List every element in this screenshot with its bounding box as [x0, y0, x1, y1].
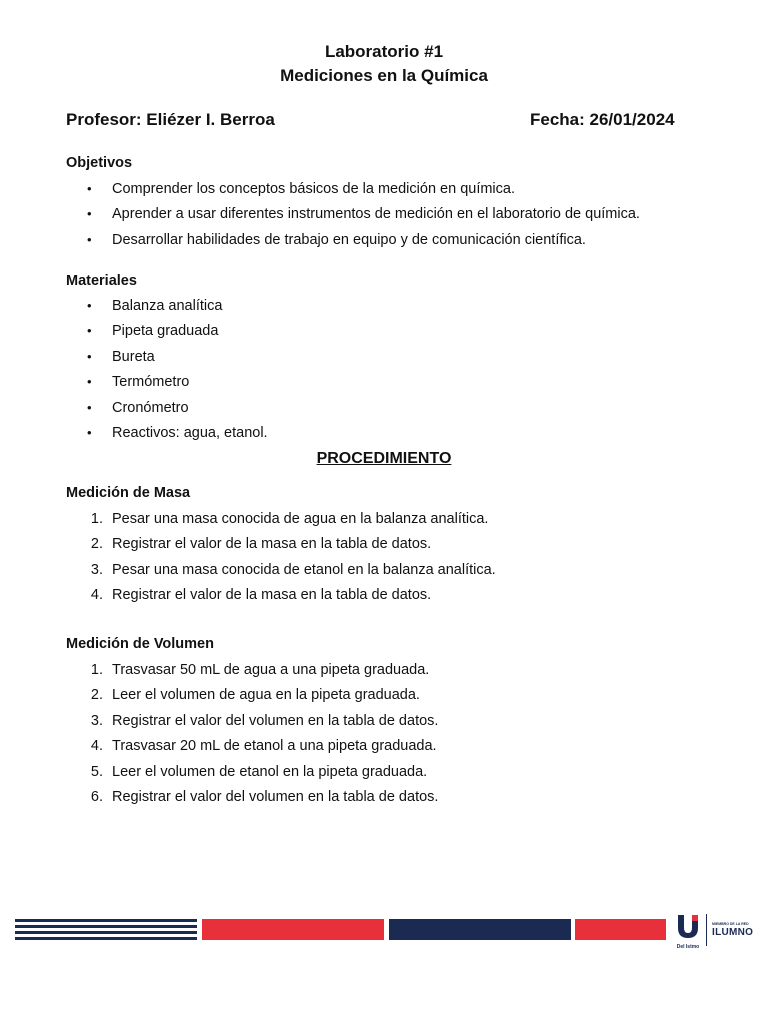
volumen-heading: Medición de Volumen: [66, 636, 214, 652]
list-item: • Reactivos: agua, etanol.: [66, 424, 726, 449]
objetivos-heading: Objetivos: [66, 155, 133, 171]
masa-heading: Medición de Masa: [66, 485, 191, 501]
list-item: 3. Registrar el valor del volumen en la tabla de datos.: [90, 712, 439, 729]
footer-stripe: [15, 937, 197, 940]
footer-red-bar: [202, 919, 384, 940]
list-item: 2. Leer el volumen de agua en la pipeta graduada.: [90, 687, 420, 704]
list-item: • Balanza analítica: [66, 297, 726, 322]
ilumno-logo: [712, 922, 768, 938]
logo-divider: [706, 914, 707, 946]
list-item: • Cronómetro: [66, 399, 726, 424]
procedimiento-heading: PROCEDIMIENTO: [316, 450, 452, 467]
university-logo: [676, 913, 700, 950]
list-item: • Comprender los conceptos básicos de la medición en química.: [66, 180, 726, 205]
logo-caption: Del Istmo: [676, 944, 700, 950]
document-subtitle: Mediciones en la Química: [280, 66, 488, 85]
materiales-list: [66, 297, 726, 449]
list-item: 4. Registrar el valor de la masa en la tabla de datos.: [90, 587, 432, 604]
footer-stripe: [15, 931, 197, 934]
document-title: Laboratorio #1: [324, 42, 444, 61]
list-item: 1. Pesar una masa conocida de agua en la balanza analítica.: [90, 511, 489, 527]
materiales-heading: Materiales: [66, 273, 137, 289]
list-item: • Desarrollar habilidades de trabajo en equipo y de comunicación científica.: [66, 231, 726, 256]
list-item: • Bureta: [66, 348, 726, 373]
objetivos-list: [66, 180, 726, 256]
u-logo-icon: [676, 913, 700, 939]
footer-navy-bar: [389, 919, 571, 940]
footer-red-bar-short: [575, 919, 666, 940]
footer-stripe: [15, 925, 197, 928]
list-item: 4. Trasvasar 20 mL de etanol a una pipeta graduada.: [90, 738, 437, 755]
volumen-steps: [66, 661, 726, 813]
list-item: • Pipeta graduada: [66, 322, 726, 347]
list-item: • Termómetro: [66, 373, 726, 398]
ilumno-wordmark: ILUMNO: [712, 927, 754, 938]
list-item: • Aprender a usar diferentes instrumentos de medición en el laboratorio de química.: [66, 205, 726, 230]
list-item: 5. Leer el volumen de etanol en la pipeta graduada.: [90, 763, 428, 780]
professor-name: Profesor: Eliézer I. Berroa: [66, 110, 275, 129]
footer-stripe: [15, 919, 197, 922]
document-date: Fecha: 26/01/2024: [530, 110, 675, 129]
list-item: 3. Pesar una masa conocida de etanol en la balanza analítica.: [90, 561, 496, 578]
list-item: 6. Registrar el valor del volumen en la tabla de datos.: [90, 788, 439, 805]
list-item: 1. Trasvasar 50 mL de agua a una pipeta graduada.: [90, 662, 430, 678]
masa-steps: [66, 510, 726, 612]
ilumno-tagline: MIEMBRO DE LA RED: [712, 922, 749, 926]
list-item: 2. Registrar el valor de la masa en la tabla de datos.: [90, 536, 432, 553]
